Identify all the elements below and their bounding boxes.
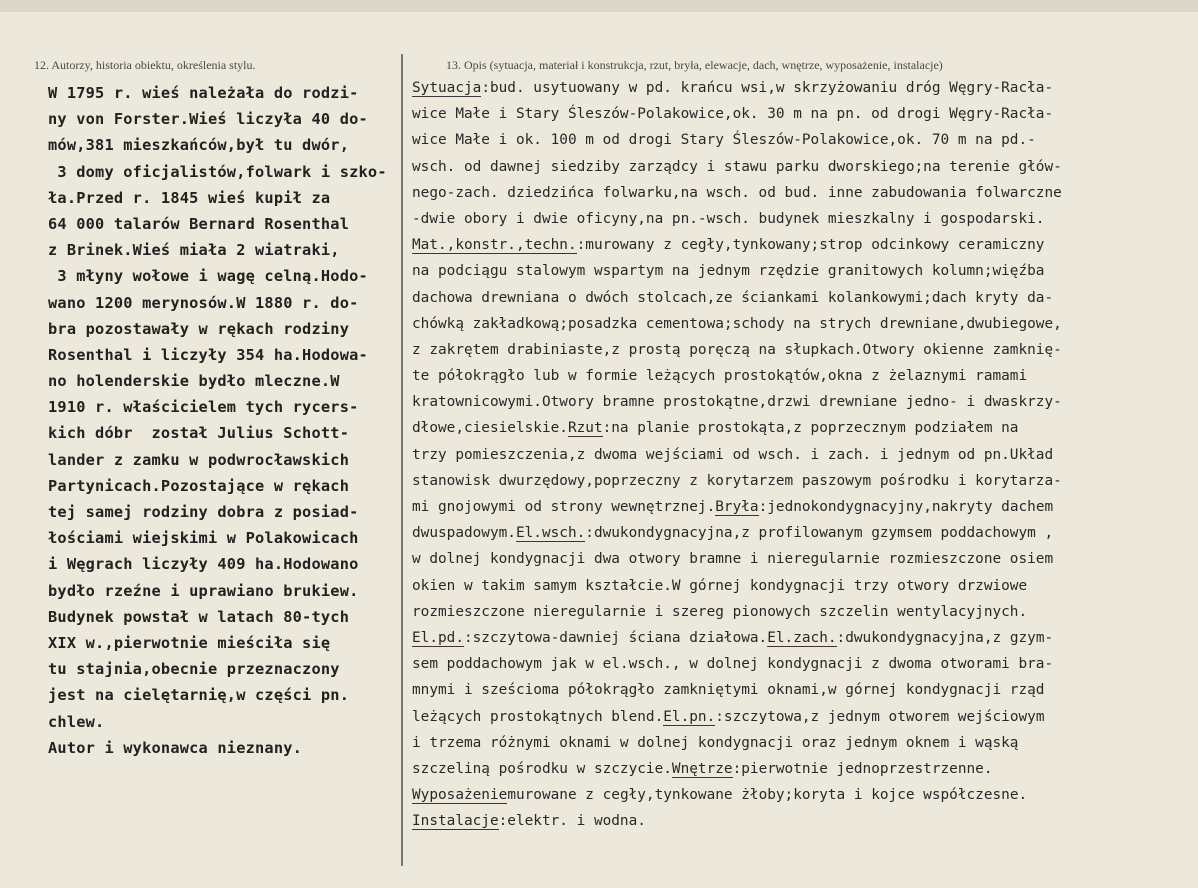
section-heading: El.pd. bbox=[412, 629, 464, 646]
history-line: Autor i wykonawca nieznany. bbox=[48, 738, 303, 757]
history-line: kich dóbr został Julius Schott- bbox=[48, 424, 350, 443]
description-line bbox=[412, 311, 1062, 337]
history-line: tej samej rodziny dobra z posiad- bbox=[48, 503, 359, 521]
section-12-header: 12. Autorzy, historia obiektu, określenia stylu. bbox=[34, 58, 256, 72]
history-line: Budynek powstał w latach 80-tych bbox=[48, 607, 350, 626]
description-text: kratownicowymi.Otwory bramne prostokątne,drzwi drewniane jedno- i dwaskrzy- bbox=[412, 394, 1062, 411]
history-line: 3 domy oficjalistów,folwark i szko- bbox=[48, 162, 387, 181]
history-line: ny von Forster.Wieś liczyła 40 do- bbox=[48, 110, 368, 129]
description-line bbox=[412, 468, 1062, 494]
description-line bbox=[412, 808, 1062, 834]
description-text: :dwukondygnacyjna,z gzym- bbox=[836, 629, 1054, 646]
description-line bbox=[412, 756, 1062, 782]
history-line: Rosenthal i liczyły 354 ha.Hodowa- bbox=[48, 345, 368, 364]
section-heading: El.wsch. bbox=[515, 525, 586, 542]
history-line: jest na cielętarnię,w części pn. bbox=[48, 686, 350, 705]
description-text: wsch. od dawnej siedziby zarządcy i stawu parku dworskiego;na terenie głów- bbox=[412, 158, 1062, 175]
description-line bbox=[412, 677, 1062, 703]
description-text: chówką zakładkową;posadzka cementowa;schody na strych drewniane,dwubiegowe, bbox=[412, 315, 1062, 332]
description-text: w dolnej kondygnacji dwa otwory bramne i nieregularnie rozmieszczone osiem bbox=[412, 551, 1054, 568]
description-text: :elektr. i wodna. bbox=[498, 813, 646, 830]
description-text: murowane z cegły,tynkowane żłoby;koryta i kojce współczesne. bbox=[507, 787, 1028, 804]
history-line: łościami wiejskimi w Polakowicach bbox=[48, 529, 359, 548]
description-text-column bbox=[412, 75, 1062, 834]
history-line: bydło rzeźne i uprawiano brukiew. bbox=[48, 581, 359, 600]
description-line bbox=[412, 494, 1062, 520]
history-line: no holenderskie bydło mleczne.W bbox=[48, 372, 340, 391]
description-text: :na planie prostokąta,z poprzecznym podziałem na bbox=[602, 420, 1019, 437]
description-line bbox=[412, 599, 1062, 625]
description-text: mnymi i sześcioma półokrągło zamkniętymi oknami,w górnej kondygnacji rząd bbox=[412, 682, 1045, 699]
section-13-header: 13. Opis (sytuacja, materiał i konstrukcja, rzut, bryła, elewacje, dach, wnętrze, wyposażenie, instalacje) bbox=[446, 58, 943, 72]
history-line: 3 młyny wołowe i wagę celną.Hodo- bbox=[48, 267, 368, 286]
history-line: lander z zamku w podwrocławskich bbox=[48, 450, 350, 469]
description-line bbox=[412, 573, 1062, 599]
description-text: :jednokondygnacyjny,nakryty dachem bbox=[758, 499, 1054, 515]
description-text: nego-zach. dziedzińca folwarku,na wsch. od bud. inne zabudowania folwarczne bbox=[412, 184, 1062, 201]
description-line bbox=[412, 651, 1062, 677]
description-text: leżących prostokątnych blend. bbox=[412, 708, 664, 725]
description-text: z zakrętem drabiniaste,z prostą poręczą na słupkach.Otwory okienne zamknię- bbox=[412, 341, 1062, 358]
description-text: :szczytowa-dawniej ściana działowa. bbox=[463, 629, 768, 646]
description-text: szczeliną pośrodku w szczycie. bbox=[412, 760, 672, 777]
history-line: ła.Przed r. 1845 wieś kupił za bbox=[48, 188, 331, 207]
description-line bbox=[412, 730, 1062, 756]
history-line: wano 1200 merynosów.W 1880 r. do- bbox=[48, 293, 359, 312]
description-text: stanowisk dwurzędowy,poprzeczny z korytarzem paszowym pośrodku i korytarza- bbox=[412, 472, 1062, 489]
history-line: Partynicach.Pozostające w rękach bbox=[48, 476, 350, 495]
description-line bbox=[412, 363, 1062, 389]
description-line bbox=[412, 520, 1062, 546]
description-line bbox=[412, 154, 1062, 180]
column-divider bbox=[401, 54, 403, 866]
description-text: trzy pomieszczenia,z dwoma wejściami od wsch. i zach. i jednym od pn.Układ bbox=[412, 446, 1054, 463]
description-line bbox=[412, 258, 1062, 284]
description-line bbox=[412, 285, 1062, 311]
description-line bbox=[412, 704, 1062, 730]
description-text: i trzema różnymi oknami w dolnej kondygnacji oraz jednym oknem i wąską bbox=[412, 734, 1019, 751]
description-line bbox=[412, 232, 1062, 258]
section-heading: Wnętrze bbox=[671, 760, 733, 777]
description-line bbox=[412, 546, 1062, 572]
history-line: XIX w.,pierwotnie mieściła się bbox=[48, 633, 331, 652]
section-heading: Rzut bbox=[567, 420, 603, 437]
description-text: okien w takim samym kształcie.W górnej kondygnacji trzy otwory drzwiowe bbox=[412, 577, 1028, 594]
description-line bbox=[412, 782, 1062, 808]
description-text: :bud. usytuowany w pd. krańcu wsi,w skrzyżowaniu dróg Węgry-Racła- bbox=[481, 80, 1054, 96]
description-line bbox=[412, 206, 1062, 232]
description-line bbox=[412, 75, 1062, 101]
description-line bbox=[412, 180, 1062, 206]
history-line: 64 000 talarów Bernard Rosenthal bbox=[48, 214, 350, 233]
history-line: W 1795 r. wieś należała do rodzi- bbox=[48, 84, 359, 102]
description-text: dłowe,ciesielskie. bbox=[412, 420, 568, 437]
section-heading: Sytuacja bbox=[412, 80, 482, 96]
history-line: z Brinek.Wieś miała 2 wiatraki, bbox=[48, 241, 340, 260]
page-top-edge bbox=[0, 0, 1198, 12]
description-text: dachowa drewniana o dwóch stolcach,ze ściankami kolankowymi;dach kryty da- bbox=[412, 289, 1054, 306]
description-text: wice Małe i ok. 100 m od drogi Stary Śleszów-Polakowice,ok. 70 m na pd.- bbox=[412, 132, 1036, 149]
description-text: :murowany z cegły,tynkowany;strop odcinkowy ceramiczny bbox=[576, 237, 1045, 254]
history-line: bra pozostawały w rękach rodziny bbox=[48, 319, 350, 338]
description-text: te półokrągło lub w formie leżących prostokątów,okna z żelaznymi ramami bbox=[412, 368, 1028, 385]
description-text: dwuspadowym. bbox=[412, 525, 516, 542]
history-line: mów,381 mieszkańców,był tu dwór, bbox=[48, 136, 350, 155]
description-text: sem poddachowym jak w el.wsch., w dolnej kondygnacji z dwoma otworami bra- bbox=[412, 656, 1054, 673]
description-text: mi gnojowymi od strony wewnętrznej. bbox=[412, 499, 716, 515]
description-text: :dwukondygnacyjna,z profilowanym gzymsem poddachowym , bbox=[585, 525, 1054, 542]
section-heading: Instalacje bbox=[412, 813, 499, 830]
section-heading: Wyposażenie bbox=[412, 787, 508, 804]
section-heading: Bryła bbox=[715, 499, 759, 515]
description-text: wice Małe i Stary Śleszów-Polakowice,ok. 30 m na pn. od drogi Węgry-Racła- bbox=[412, 106, 1054, 123]
history-line: chlew. bbox=[48, 712, 105, 731]
description-line bbox=[412, 415, 1062, 441]
history-line: i Węgrach liczyły 409 ha.Hodowano bbox=[48, 555, 359, 574]
description-line bbox=[412, 127, 1062, 153]
description-text: -dwie obory i dwie oficyny,na pn.-wsch. budynek mieszkalny i gospodarski. bbox=[412, 210, 1045, 227]
history-line: 1910 r. właścicielem tych rycers- bbox=[48, 398, 359, 417]
description-line bbox=[412, 101, 1062, 127]
section-heading: El.zach. bbox=[767, 629, 837, 646]
section-heading: El.pn. bbox=[663, 708, 716, 725]
description-text: na podciągu stalowym wspartym na jednym rzędzie granitowych kolumn;więźba bbox=[412, 263, 1045, 280]
history-text-column bbox=[48, 80, 387, 761]
description-text: :szczytowa,z jednym otworem wejściowym bbox=[715, 708, 1045, 725]
history-line: tu stajnia,obecnie przeznaczony bbox=[48, 660, 340, 679]
section-heading: Mat.,konstr.,techn. bbox=[412, 237, 577, 254]
description-line bbox=[412, 625, 1062, 651]
description-text: rozmieszczone nieregularnie i szereg pionowych szczelin wentylacyjnych. bbox=[412, 603, 1028, 620]
description-line bbox=[412, 337, 1062, 363]
description-line bbox=[412, 442, 1062, 468]
description-text: :pierwotnie jednoprzestrzenne. bbox=[732, 760, 993, 777]
description-line bbox=[412, 389, 1062, 415]
